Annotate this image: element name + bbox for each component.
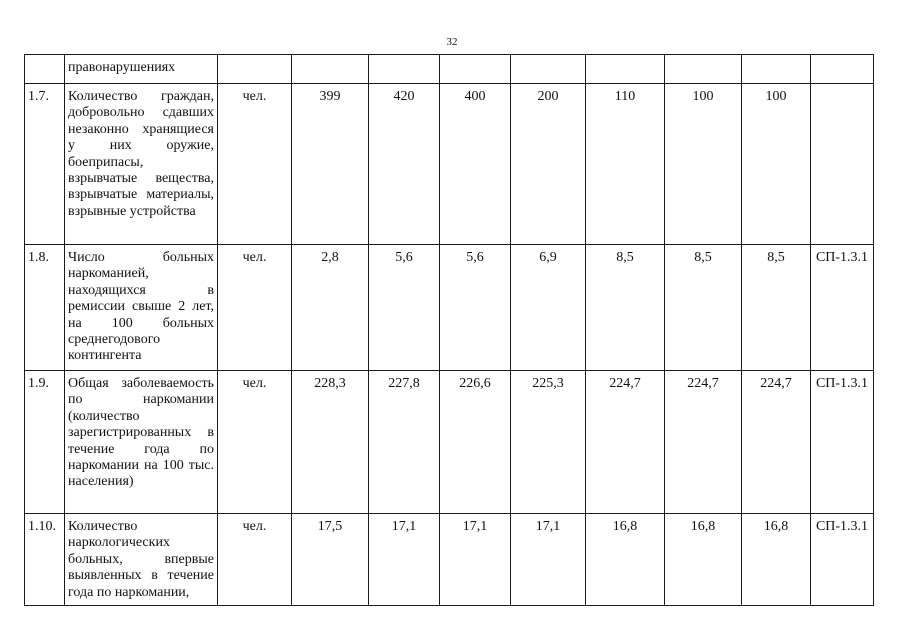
value-cell: 225,3 <box>511 371 586 514</box>
value-cell <box>586 55 665 84</box>
value-cell: 228,3 <box>292 371 369 514</box>
reference-cell: СП-1.3.1 <box>811 245 874 371</box>
table-row <box>25 55 874 84</box>
value-cell <box>292 55 369 84</box>
value-cell: 8,5 <box>665 245 742 371</box>
unit-cell: чел. <box>218 371 292 514</box>
unit-cell: чел. <box>218 245 292 371</box>
value-cell: 5,6 <box>369 245 440 371</box>
row-number <box>25 55 65 84</box>
value-cell <box>511 55 586 84</box>
unit-cell: чел. <box>218 84 292 245</box>
indicator-description: Число больных наркоманией, находящихся в ремиссии свыше 2 лет, на 100 больных среднегодового контингента <box>65 245 218 371</box>
table-row <box>25 371 874 514</box>
indicator-description: Общая заболеваемость по наркомании (количество зарегистрированных в течение года по наркомании на 100 тыс. населения) <box>65 371 218 514</box>
row-number: 1.7. <box>25 84 65 245</box>
value-cell: 100 <box>742 84 811 245</box>
value-cell: 100 <box>665 84 742 245</box>
value-cell: 16,8 <box>586 514 665 606</box>
value-cell: 420 <box>369 84 440 245</box>
value-cell: 224,7 <box>586 371 665 514</box>
value-cell: 200 <box>511 84 586 245</box>
value-cell <box>742 55 811 84</box>
value-cell <box>665 55 742 84</box>
indicator-table <box>24 54 874 606</box>
table-row <box>25 84 874 245</box>
reference-cell: СП-1.3.1 <box>811 514 874 606</box>
indicator-description: Количество наркологических больных, впервые выявленных в течение года по наркомании, <box>65 514 218 606</box>
reference-cell <box>811 84 874 245</box>
value-cell: 6,9 <box>511 245 586 371</box>
table-row <box>25 514 874 606</box>
value-cell: 2,8 <box>292 245 369 371</box>
row-number: 1.8. <box>25 245 65 371</box>
reference-cell <box>811 55 874 84</box>
value-cell: 8,5 <box>742 245 811 371</box>
value-cell: 17,5 <box>292 514 369 606</box>
value-cell <box>369 55 440 84</box>
unit-cell <box>218 55 292 84</box>
indicator-description: Количество граждан, добровольно сдавших незаконно хранящиеся у них оружие, боеприпасы, взрывчатые вещества, взрывчатые материалы, взрывные устройства <box>65 84 218 245</box>
value-cell: 17,1 <box>369 514 440 606</box>
value-cell: 400 <box>440 84 511 245</box>
page-number: 32 <box>446 36 458 48</box>
value-cell: 17,1 <box>440 514 511 606</box>
value-cell: 16,8 <box>665 514 742 606</box>
value-cell: 399 <box>292 84 369 245</box>
value-cell: 224,7 <box>665 371 742 514</box>
value-cell: 17,1 <box>511 514 586 606</box>
table-row <box>25 245 874 371</box>
reference-cell: СП-1.3.1 <box>811 371 874 514</box>
row-number: 1.10. <box>25 514 65 606</box>
value-cell <box>440 55 511 84</box>
value-cell: 227,8 <box>369 371 440 514</box>
row-number: 1.9. <box>25 371 65 514</box>
value-cell: 224,7 <box>742 371 811 514</box>
unit-cell: чел. <box>218 514 292 606</box>
value-cell: 5,6 <box>440 245 511 371</box>
value-cell: 226,6 <box>440 371 511 514</box>
value-cell: 8,5 <box>586 245 665 371</box>
value-cell: 110 <box>586 84 665 245</box>
indicator-description: правонарушениях <box>65 55 218 84</box>
value-cell: 16,8 <box>742 514 811 606</box>
